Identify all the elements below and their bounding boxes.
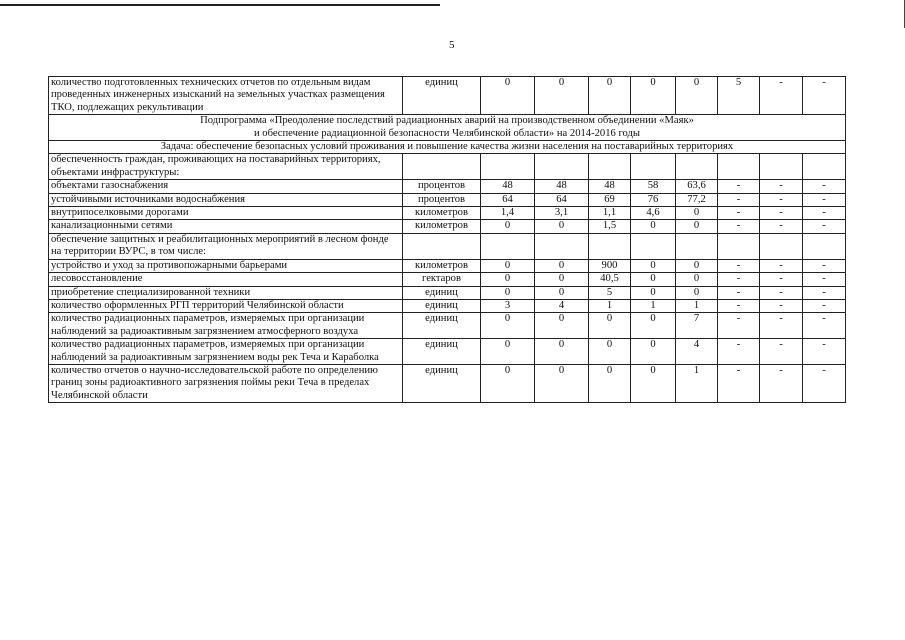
unit-cell	[403, 154, 481, 180]
value-cell: 40,5	[589, 273, 631, 286]
value-cell: 7	[676, 313, 718, 339]
value-cell: -	[760, 273, 803, 286]
value-cell	[631, 154, 676, 180]
value-cell: 0	[676, 77, 718, 115]
indicator-cell: лесовосстановление	[49, 273, 403, 286]
value-cell: 4,6	[631, 207, 676, 220]
table-row	[49, 193, 846, 206]
value-cell: -	[718, 286, 760, 299]
value-cell: -	[760, 77, 803, 115]
value-cell: -	[803, 273, 846, 286]
value-cell: 0	[676, 286, 718, 299]
indicator-cell: количество радиационных параметров, измеряемых при организации наблюдений за радиоактивным загрязнением атмосферного воздуха	[49, 313, 403, 339]
value-cell: -	[760, 286, 803, 299]
value-cell: -	[718, 259, 760, 272]
value-cell: -	[760, 207, 803, 220]
table-row	[49, 313, 846, 339]
value-cell: 69	[589, 193, 631, 206]
value-cell: 1,1	[589, 207, 631, 220]
value-cell: 0	[631, 286, 676, 299]
table-row	[49, 273, 846, 286]
subprogram-banner-row	[49, 115, 846, 141]
unit-cell: единиц	[403, 339, 481, 365]
unit-cell: процентов	[403, 193, 481, 206]
value-cell: -	[803, 299, 846, 312]
value-cell: 0	[589, 77, 631, 115]
unit-cell: единиц	[403, 364, 481, 402]
table-body-bottom	[49, 154, 846, 403]
value-cell: 0	[481, 286, 535, 299]
value-cell: 0	[676, 207, 718, 220]
value-cell: 0	[481, 364, 535, 402]
value-cell: 0	[676, 273, 718, 286]
table-body-top	[49, 77, 846, 115]
value-cell: -	[718, 299, 760, 312]
value-cell: -	[803, 313, 846, 339]
value-cell	[481, 154, 535, 180]
value-cell: 0	[631, 273, 676, 286]
value-cell: 0	[481, 313, 535, 339]
value-cell: -	[760, 180, 803, 193]
table-row	[49, 207, 846, 220]
value-cell: 0	[535, 313, 589, 339]
value-cell: 1	[676, 299, 718, 312]
value-cell: -	[803, 286, 846, 299]
value-cell: -	[760, 313, 803, 339]
value-cell: 76	[631, 193, 676, 206]
unit-cell: километров	[403, 207, 481, 220]
value-cell: -	[803, 180, 846, 193]
value-cell: 0	[589, 339, 631, 365]
value-cell: 48	[481, 180, 535, 193]
unit-cell: единиц	[403, 77, 481, 115]
value-cell: 0	[535, 273, 589, 286]
value-cell: 5	[718, 77, 760, 115]
value-cell	[760, 154, 803, 180]
value-cell: -	[760, 193, 803, 206]
value-cell: 0	[631, 339, 676, 365]
table-row	[49, 220, 846, 233]
subprogram-section	[49, 115, 846, 154]
value-cell	[760, 233, 803, 259]
table-row	[49, 259, 846, 272]
value-cell	[481, 233, 535, 259]
value-cell: 0	[481, 259, 535, 272]
value-cell: 3	[481, 299, 535, 312]
value-cell: 48	[535, 180, 589, 193]
value-cell: -	[718, 180, 760, 193]
value-cell	[803, 233, 846, 259]
unit-cell: единиц	[403, 286, 481, 299]
value-cell: 0	[589, 364, 631, 402]
value-cell	[676, 233, 718, 259]
value-cell: 1,5	[589, 220, 631, 233]
value-cell: -	[718, 313, 760, 339]
value-cell: 77,2	[676, 193, 718, 206]
indicator-cell: количество отчетов о научно-исследовательской работе по определению границ зоны радиоактивного загрязнения поймы реки Теча в пределах Челябинской области	[49, 364, 403, 402]
value-cell	[718, 154, 760, 180]
subprogram-title-line1: Подпрограмма «Преодоление последствий радиационных аварий на производственном объединении «Маяк»	[200, 115, 694, 127]
value-cell: -	[718, 273, 760, 286]
indicator-cell: количество радиационных параметров, измеряемых при организации наблюдений за радиоактивным загрязнением воды рек Теча и Караболка	[49, 339, 403, 365]
value-cell: 64	[535, 193, 589, 206]
value-cell: -	[803, 220, 846, 233]
indicators-table	[48, 76, 846, 403]
value-cell: 0	[535, 259, 589, 272]
table-row	[49, 364, 846, 402]
value-cell: 63,6	[676, 180, 718, 193]
value-cell: -	[803, 364, 846, 402]
value-cell	[718, 233, 760, 259]
value-cell: 0	[631, 313, 676, 339]
value-cell: -	[760, 364, 803, 402]
indicator-cell: обеспечение защитных и реабилитационных мероприятий в лесном фонде на территории ВУРС, в том числе:	[49, 233, 403, 259]
unit-cell: гектаров	[403, 273, 481, 286]
value-cell	[535, 154, 589, 180]
value-cell: 0	[481, 273, 535, 286]
value-cell: 0	[631, 364, 676, 402]
table-row	[49, 286, 846, 299]
table-row	[49, 180, 846, 193]
indicator-cell: внутрипоселковыми дорогами	[49, 207, 403, 220]
table-row	[49, 339, 846, 365]
value-cell: -	[760, 220, 803, 233]
value-cell: 1	[631, 299, 676, 312]
value-cell: -	[760, 339, 803, 365]
value-cell	[676, 154, 718, 180]
value-cell: 0	[676, 220, 718, 233]
value-cell: 0	[535, 77, 589, 115]
top-rule	[0, 4, 440, 6]
indicator-cell: количество подготовленных технических отчетов по отдельным видам проведенных инженерных изысканий на земельных участках размещения ТКО, подлежащих рекультивации	[49, 77, 403, 115]
unit-cell: процентов	[403, 180, 481, 193]
value-cell: 0	[589, 313, 631, 339]
value-cell: -	[803, 207, 846, 220]
value-cell: 0	[481, 339, 535, 365]
value-cell	[803, 154, 846, 180]
value-cell: 0	[535, 286, 589, 299]
value-cell: 0	[535, 364, 589, 402]
value-cell: 0	[676, 259, 718, 272]
value-cell: 0	[631, 220, 676, 233]
value-cell: -	[718, 364, 760, 402]
table-row	[49, 233, 846, 259]
value-cell: -	[760, 299, 803, 312]
value-cell	[631, 233, 676, 259]
value-cell: 4	[535, 299, 589, 312]
value-cell: -	[803, 339, 846, 365]
indicator-cell: количество оформленных РГП территорий Челябинской области	[49, 299, 403, 312]
unit-cell: единиц	[403, 313, 481, 339]
table-row	[49, 299, 846, 312]
value-cell: 0	[535, 339, 589, 365]
table-row	[49, 154, 846, 180]
indicator-cell: обеспеченность граждан, проживающих на поставарийных территориях, объектами инфраструктуры:	[49, 154, 403, 180]
value-cell: 0	[481, 220, 535, 233]
table-row	[49, 77, 846, 115]
value-cell: 5	[589, 286, 631, 299]
value-cell: 0	[631, 77, 676, 115]
value-cell: -	[803, 193, 846, 206]
value-cell: -	[718, 220, 760, 233]
indicator-cell: устойчивыми источниками водоснабжения	[49, 193, 403, 206]
unit-cell	[403, 233, 481, 259]
value-cell	[535, 233, 589, 259]
value-cell: 900	[589, 259, 631, 272]
value-cell: 3,1	[535, 207, 589, 220]
task-text: Задача: обеспечение безопасных условий проживания и повышение качества жизни населения на поставарийных территориях	[49, 141, 846, 154]
indicator-cell: объектами газоснабжения	[49, 180, 403, 193]
subprogram-title-line2: и обеспечение радиационной безопасности Челябинской области» на 2014-2016 годы	[253, 127, 641, 139]
value-cell: 58	[631, 180, 676, 193]
value-cell: -	[803, 77, 846, 115]
value-cell: 64	[481, 193, 535, 206]
subprogram-banner	[49, 115, 846, 141]
value-cell: -	[803, 259, 846, 272]
value-cell: -	[760, 259, 803, 272]
value-cell: -	[718, 193, 760, 206]
value-cell: 1	[676, 364, 718, 402]
indicator-cell: устройство и уход за противопожарными барьерами	[49, 259, 403, 272]
indicator-cell: приобретение специализированной техники	[49, 286, 403, 299]
value-cell: 4	[676, 339, 718, 365]
task-row	[49, 141, 846, 154]
unit-cell: километров	[403, 259, 481, 272]
indicator-cell: канализационными сетями	[49, 220, 403, 233]
page-number: 5	[449, 39, 455, 51]
value-cell: -	[718, 339, 760, 365]
value-cell	[589, 233, 631, 259]
value-cell	[589, 154, 631, 180]
value-cell: 0	[631, 259, 676, 272]
unit-cell: единиц	[403, 299, 481, 312]
value-cell: 0	[535, 220, 589, 233]
value-cell: 48	[589, 180, 631, 193]
value-cell: 1,4	[481, 207, 535, 220]
value-cell: 1	[589, 299, 631, 312]
value-cell: -	[718, 207, 760, 220]
value-cell: 0	[481, 77, 535, 115]
unit-cell: километров	[403, 220, 481, 233]
